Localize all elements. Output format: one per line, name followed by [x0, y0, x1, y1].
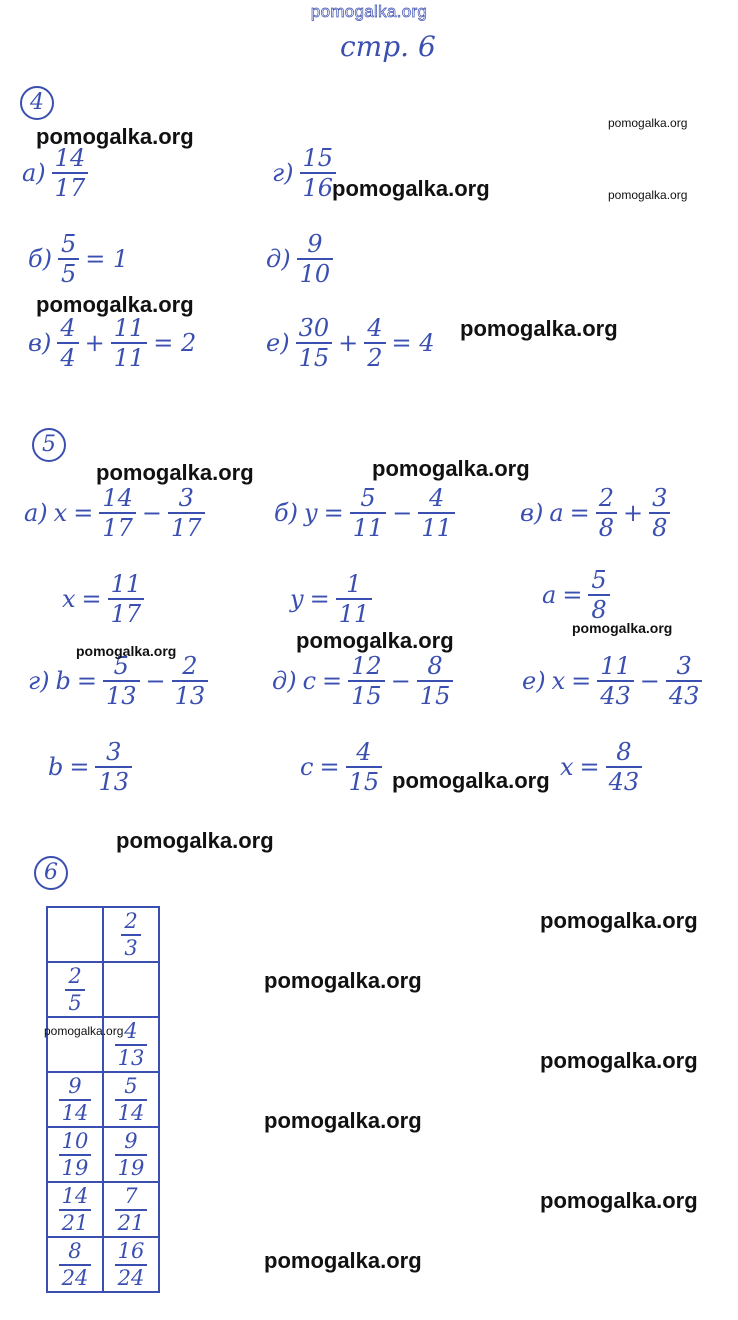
variable: a — [542, 581, 557, 609]
item-label: а) — [22, 159, 46, 187]
answer-fraction — [108, 572, 145, 626]
watermark-text: pomogalka.org — [540, 908, 698, 933]
item-label: б) — [274, 499, 299, 527]
watermark-text: pomogalka.org — [296, 628, 454, 653]
numerator: 11 — [111, 316, 148, 344]
watermark-text: pomogalka.org — [36, 124, 194, 149]
answer-fraction — [95, 740, 132, 794]
denominator: 11 — [338, 600, 370, 628]
denominator: 11 — [113, 344, 145, 372]
watermark-text: pomogalka.org — [332, 176, 490, 201]
watermark-text: pomogalka.org — [264, 1248, 422, 1273]
denominator: 17 — [110, 600, 142, 628]
task4-item — [28, 232, 128, 286]
equals-sign: = — [69, 753, 90, 781]
watermark-text: pomogalka.org — [540, 1188, 698, 1213]
task5-answer — [62, 572, 144, 626]
fraction — [350, 486, 387, 540]
denominator: 24 — [117, 1265, 145, 1290]
variable: x — [62, 585, 76, 613]
variable: b — [48, 753, 64, 781]
numerator: 3 — [666, 654, 703, 682]
variable: x — [53, 499, 68, 527]
variable: y — [290, 585, 304, 613]
answer-fraction — [336, 572, 373, 626]
denominator: 13 — [105, 682, 137, 710]
denominator: 21 — [117, 1210, 145, 1235]
numerator: 9 — [297, 232, 334, 260]
equals-sign: = — [323, 499, 344, 527]
watermark-text: pomogalka.org — [96, 460, 254, 485]
numerator: 3 — [95, 740, 132, 768]
watermark-text: pomogalka.org — [264, 968, 422, 993]
table-row — [47, 1182, 159, 1237]
fraction — [52, 146, 89, 200]
table-cell — [47, 1072, 103, 1127]
task5-answer — [560, 740, 642, 794]
item-label: д) — [272, 667, 297, 695]
table-cell — [103, 1127, 159, 1182]
plus-sign: + — [84, 329, 105, 357]
variable: x — [551, 667, 566, 695]
equals-sign: = — [569, 499, 590, 527]
fraction — [115, 1073, 148, 1125]
denominator: 15 — [298, 344, 330, 372]
answer-fraction — [346, 740, 383, 794]
denominator: 11 — [352, 514, 384, 542]
numerator: 12 — [348, 654, 385, 682]
numerator: 14 — [59, 1186, 92, 1211]
numerator: 8 — [59, 1241, 92, 1266]
variable: b — [55, 667, 71, 695]
watermark-text: pomogalka.org — [540, 1048, 698, 1073]
numerator: 5 — [350, 486, 387, 514]
numerator: 16 — [115, 1241, 148, 1266]
denominator: 8 — [598, 514, 615, 542]
denominator: 16 — [302, 174, 334, 202]
numerator: 5 — [58, 232, 79, 260]
fraction — [65, 963, 84, 1015]
fraction — [666, 654, 703, 708]
denominator: 15 — [351, 682, 382, 710]
fraction — [168, 486, 205, 540]
operator: − — [392, 499, 413, 527]
task5-answer — [300, 740, 382, 794]
fraction — [115, 1128, 148, 1180]
numerator: 10 — [59, 1131, 92, 1156]
variable: x — [560, 753, 574, 781]
numerator: 2 — [172, 654, 209, 682]
task5-answer — [542, 568, 610, 622]
numerator: 4 — [418, 486, 455, 514]
fraction — [418, 486, 455, 540]
site-watermark-top: pomogalka.org — [310, 2, 428, 21]
table-cell — [103, 907, 159, 962]
numerator: 4 — [364, 316, 385, 344]
fraction — [59, 1183, 92, 1235]
task5-answer — [290, 572, 372, 626]
fraction — [111, 316, 148, 370]
equals-sign: = — [73, 499, 94, 527]
numerator: 11 — [597, 654, 634, 682]
operator: − — [145, 667, 166, 695]
numerator: 1 — [336, 572, 373, 600]
task5-equation — [24, 486, 205, 540]
watermark-text: pomogalka.org — [572, 620, 673, 636]
denominator: 21 — [61, 1210, 89, 1235]
fraction — [103, 654, 140, 708]
answer-fraction — [606, 740, 643, 794]
task6-table — [46, 906, 160, 1293]
denominator: 17 — [54, 174, 86, 202]
equals-sign: = — [81, 585, 102, 613]
item-label: г) — [272, 159, 294, 187]
equals-sign: = — [571, 667, 592, 695]
task5-equation — [274, 486, 455, 540]
result: = 2 — [153, 329, 197, 357]
watermark-text: pomogalka.org — [264, 1108, 422, 1133]
fraction — [115, 1183, 148, 1235]
denominator: 43 — [600, 682, 631, 710]
watermark-text: pomogalka.org — [608, 116, 688, 130]
watermark-text: pomogalka.org — [36, 292, 194, 317]
watermark-text: pomogalka.org — [372, 456, 530, 481]
item-label: е) — [266, 329, 290, 357]
result: = 1 — [85, 245, 129, 273]
table-row — [47, 907, 159, 962]
equals-sign: = — [76, 667, 97, 695]
denominator: 11 — [421, 514, 452, 542]
watermark-text: pomogalka.org — [44, 1024, 124, 1038]
denominator: 17 — [102, 514, 133, 542]
denominator: 8 — [652, 514, 668, 542]
item-label: е) — [522, 667, 546, 695]
numerator: 2 — [596, 486, 617, 514]
fraction — [597, 654, 634, 708]
fraction — [596, 486, 617, 540]
task5-number: 5 — [32, 428, 66, 462]
equals-sign: = — [309, 585, 330, 613]
numerator: 5 — [103, 654, 140, 682]
table-cell — [47, 1127, 103, 1182]
denominator: 14 — [117, 1100, 145, 1125]
task5-equation — [272, 654, 453, 708]
numerator: 3 — [649, 486, 670, 514]
table-cell — [103, 962, 159, 1017]
denominator: 13 — [117, 1045, 145, 1070]
denominator: 15 — [348, 768, 380, 796]
numerator: 5 — [588, 568, 609, 596]
numerator: 4 — [346, 740, 383, 768]
task5-equation — [520, 486, 670, 540]
equals-sign: = — [562, 581, 583, 609]
fraction — [417, 654, 454, 708]
operator: − — [390, 667, 411, 695]
item-label: в) — [520, 499, 544, 527]
table-row — [47, 1127, 159, 1182]
table-cell — [47, 1182, 103, 1237]
table-cell — [47, 962, 103, 1017]
fraction — [57, 316, 78, 370]
denominator: 24 — [61, 1265, 89, 1290]
denominator: 43 — [668, 682, 700, 710]
fraction — [364, 316, 385, 370]
numerator: 4 — [115, 1021, 148, 1046]
variable: a — [549, 499, 564, 527]
task5-equation — [28, 654, 208, 708]
fraction — [348, 654, 385, 708]
watermark-text: pomogalka.org — [608, 188, 688, 202]
numerator: 9 — [115, 1131, 148, 1156]
fraction — [121, 908, 140, 960]
numerator: 14 — [99, 486, 136, 514]
table-row — [47, 1237, 159, 1292]
denominator: 17 — [170, 514, 202, 542]
task4-item — [266, 232, 333, 286]
operator: − — [639, 667, 660, 695]
plus-sign: + — [338, 329, 359, 357]
table-cell — [103, 1072, 159, 1127]
numerator: 3 — [168, 486, 205, 514]
answer-fraction — [588, 568, 609, 622]
fraction — [99, 486, 136, 540]
numerator: 5 — [115, 1076, 148, 1101]
numerator: 2 — [121, 911, 140, 936]
fraction — [59, 1238, 92, 1290]
result: = 4 — [391, 329, 435, 357]
denominator: 15 — [419, 682, 451, 710]
equals-sign: = — [322, 667, 343, 695]
denominator: 2 — [367, 344, 383, 372]
numerator: 9 — [59, 1076, 92, 1101]
fraction — [115, 1238, 148, 1290]
equals-sign: = — [579, 753, 600, 781]
numerator: 7 — [115, 1186, 148, 1211]
denominator: 10 — [299, 260, 331, 288]
table-row — [47, 1072, 159, 1127]
variable: y — [304, 499, 318, 527]
numerator: 30 — [296, 316, 333, 344]
item-label: а) — [24, 499, 48, 527]
operator: + — [623, 499, 644, 527]
fraction — [172, 654, 209, 708]
item-label: б) — [28, 245, 53, 273]
item-label: в) — [28, 329, 52, 357]
task4-item — [22, 146, 88, 200]
fraction — [59, 1073, 92, 1125]
variable: c — [300, 753, 314, 781]
table-cell — [103, 1237, 159, 1292]
item-label: д) — [266, 245, 291, 273]
denominator: 5 — [61, 260, 77, 288]
numerator: 2 — [65, 966, 84, 991]
task6-number: 6 — [34, 856, 68, 890]
numerator: 15 — [300, 146, 337, 174]
table-cell — [47, 1237, 103, 1292]
denominator: 19 — [61, 1155, 89, 1180]
numerator: 14 — [52, 146, 89, 174]
denominator: 19 — [117, 1155, 145, 1180]
task4-number: 4 — [20, 86, 54, 120]
numerator: 4 — [57, 316, 78, 344]
denominator: 5 — [68, 990, 82, 1015]
table-cell — [103, 1182, 159, 1237]
task4-item — [28, 316, 196, 370]
numerator: 8 — [606, 740, 643, 768]
item-label: г) — [28, 667, 50, 695]
table-cell — [47, 907, 103, 962]
watermark-text: pomogalka.org — [392, 768, 550, 793]
denominator: 13 — [174, 682, 206, 710]
fraction — [296, 316, 333, 370]
numerator: 8 — [417, 654, 454, 682]
denominator: 4 — [60, 344, 76, 372]
task4-item — [266, 316, 435, 370]
fraction — [300, 146, 337, 200]
table-row — [47, 962, 159, 1017]
watermark-text: pomogalka.org — [76, 643, 177, 659]
denominator: 13 — [98, 768, 130, 796]
fraction — [59, 1128, 92, 1180]
fraction — [649, 486, 670, 540]
operator: − — [141, 499, 162, 527]
task4-item — [272, 146, 336, 200]
task5-answer — [48, 740, 132, 794]
page-header: стр. 6 — [340, 30, 436, 63]
variable: c — [302, 667, 317, 695]
numerator: 11 — [108, 572, 145, 600]
fraction — [58, 232, 79, 286]
task5-equation — [522, 654, 702, 708]
denominator: 3 — [124, 935, 138, 960]
denominator: 43 — [608, 768, 640, 796]
denominator: 14 — [61, 1100, 89, 1125]
equals-sign: = — [319, 753, 340, 781]
watermark-text: pomogalka.org — [116, 828, 274, 853]
fraction — [297, 232, 334, 286]
watermark-text: pomogalka.org — [460, 316, 618, 341]
denominator: 8 — [591, 596, 607, 624]
